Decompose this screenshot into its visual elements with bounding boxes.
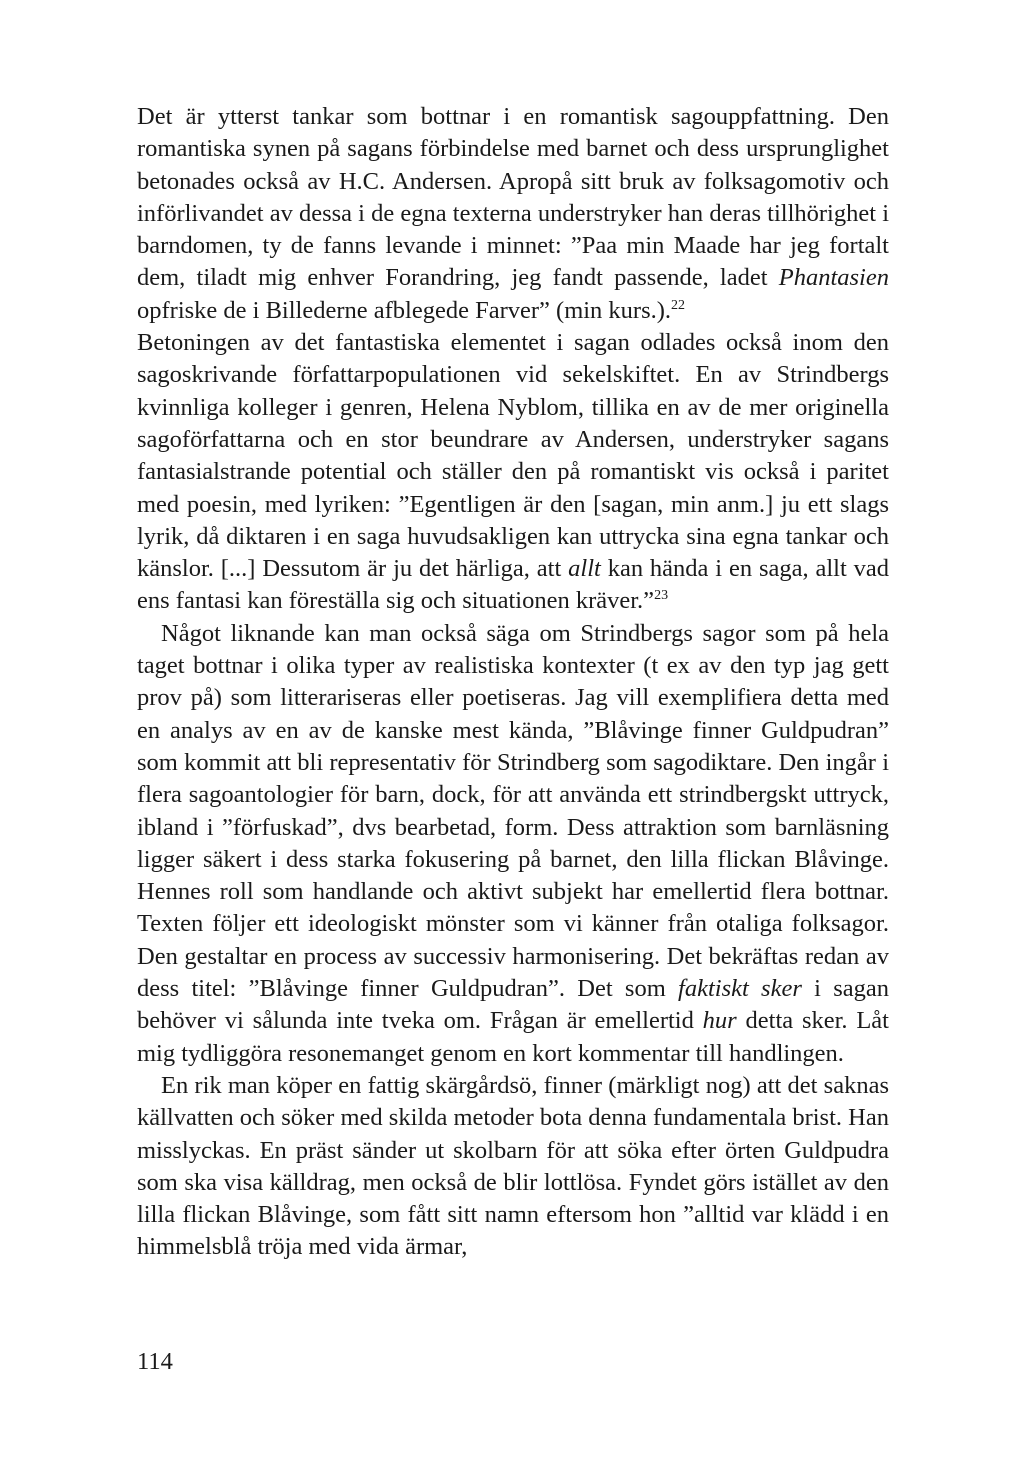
text-run: Betoningen av det fantastiska elementet i sagan odlades också inom den sagoskrivande författarpopulationen vid sekelskiftet. En av Strindbergs kvinnliga kolleger i genren, Helena Nyblom, tillika en av de mer originella sagoförfattarna och en stor beundrare av Andersen, understryker sagans fantasialstrande potential och ställer den på romantiskt vis också i paritet med poesin, med lyriken: ”Egentligen är den [sagan, min anm.] ju ett slags lyrik, då diktaren i en saga huvudsakligen kan uttrycka sina egna tankar och känslor. [...] Dessutom är ju det härliga, att xyxy=(137,329,889,583)
text-run: opfriske de i Billederne afblegede Farver” (min kurs.). xyxy=(137,296,672,324)
italic-text: Phantasien xyxy=(778,264,889,292)
footnote-reference: 22 xyxy=(671,297,686,313)
paragraph xyxy=(137,1070,889,1264)
paragraph xyxy=(137,101,889,327)
italic-text: faktiskt sker xyxy=(678,975,802,1003)
paragraph xyxy=(137,327,889,618)
page-number: 114 xyxy=(137,1348,173,1375)
text-run: detta sker. Låt mig tydliggöra resonemanget genom en kort kommentar till handlingen. xyxy=(137,1007,889,1067)
italic-text: allt xyxy=(568,555,601,583)
italic-text: hur xyxy=(702,1007,737,1035)
text-run: Det är ytterst tankar som bottnar i en romantisk sagouppfattning. Den romantiska synen på sagans förbindelse med barnet och dess ursprunglighet betonades också av H.C. Andersen. Apropå sitt bruk av folksagomotiv och införlivandet av dessa i de egna texterna understryker han deras tillhörighet i barndomen, ty de fanns levande i minnet: ”Paa min Maade har jeg fortalt dem, tiladt mig enhver Forandring, jeg fandt passende, ladet xyxy=(137,103,889,292)
paragraph xyxy=(137,618,889,1070)
footnote-reference: 23 xyxy=(654,588,669,604)
text-run: i sagan behöver vi sålunda inte tveka om. Frågan är emellertid xyxy=(137,975,889,1035)
body-text xyxy=(137,101,889,1264)
text-run: Något liknande kan man också säga om Strindbergs sagor som på hela taget bottnar i olika typer av realistiska kontexter (t ex av den typ jag gett prov på) som litterariseras eller poetiseras. Jag vill exemplifiera detta med en analys av en av de kanske mest kända, ”Blåvinge finner Guldpudran” som kommit att bli representativ för Strindberg som sagodiktare. Den ingår i flera sagoantologier för barn, dock, för att använda ett strindbergskt uttryck, ibland i ”förfuskad”, dvs bearbetad, form. Dess attraktion som barnläsning ligger säkert i dess starka fokusering på barnet, den lilla flickan Blåvinge. Hennes roll som handlande och aktivt subjekt har emellertid flera bottnar. Texten följer ett ideologiskt mönster som vi känner från otaliga folksagor. Den gestaltar en process av successiv harmonisering. Det bekräftas redan av dess titel: ”Blåvinge finner Guldpudran”. Det som xyxy=(137,619,889,1003)
text-run: kan hända i en saga, allt vad ens fantasi kan föreställa sig och situationen kräver.” xyxy=(137,555,889,615)
text-run: En rik man köper en fattig skärgårdsö, finner (märkligt nog) att det saknas källvatten och söker med skilda metoder bota denna fundamentala brist. Han misslyckas. En präst sänder ut skolbarn för att söka efter örten Guldpudra som ska visa källdrag, men också de blir lottlösa. Fyndet görs istället av den lilla flickan Blåvinge, som fått sitt namn eftersom hon ”alltid var klädd i en himmelsblå tröja med vida ärmar, xyxy=(137,1071,889,1261)
